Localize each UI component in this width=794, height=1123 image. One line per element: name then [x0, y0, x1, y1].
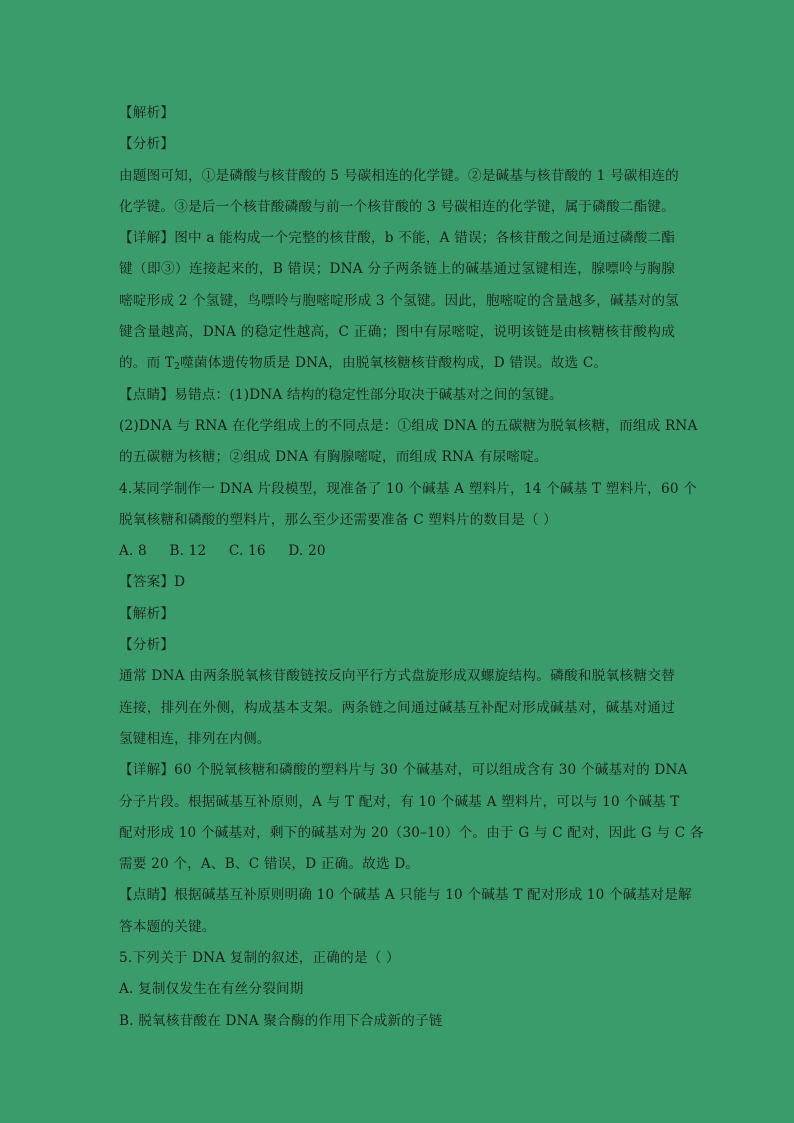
paragraph-line: 配对形成 10 个碱基对，剩下的碱基对为 20（30–10）个。由于 G 与 C 配对，因此 G 与 C 各: [119, 824, 704, 841]
paragraph-line: (2)DNA 与 RNA 在化学组成上的不同点是：①组成 DNA 的五碳糖为脱氧核糖，而组成 RNA: [119, 417, 698, 434]
choice-a: A. 8: [119, 543, 147, 560]
tip-line: 【点睛】根据碱基互补原则明确 10 个碱基 A 只能与 10 个碱基 T 配对形成 10 个碱基对是解: [119, 887, 692, 904]
text-segment: 的。而 T: [119, 355, 175, 372]
question-4-stem: 脱氧核糖和磷酸的塑料片，那么至少还需要准备 C 塑料片的数目是（ ）: [119, 511, 557, 528]
question-4-stem: 4.某同学制作一 DNA 片段模型，现准备了 10 个碱基 A 塑料片，14 个碱基 T 塑料片，60 个: [119, 480, 697, 497]
section-heading-analysis-2: 【解析】: [119, 605, 175, 622]
question-5-stem: 5.下列关于 DNA 复制的叙述，正确的是（ ）: [119, 950, 400, 967]
document-page: [119, 101, 704, 1040]
choice-c: C. 16: [228, 543, 266, 560]
question-5-choice-a: A. 复制仅发生在有丝分裂间期: [119, 981, 304, 998]
paragraph-line: 化学键。③是后一个核苷酸磷酸与前一个核苷酸的 3 号碳相连的化学键，属于磷酸二酯键。: [119, 198, 675, 215]
section-heading-breakdown-2: 【分析】: [119, 637, 175, 654]
question-4-choices: [119, 539, 675, 570]
paragraph-line: 键（即③）连接起来的，B 错误；DNA 分子两条链上的碱基通过氢键相连，腺嘌呤与胸腺: [119, 261, 675, 278]
paragraph-line: 分子片段。根据碱基互补原则，A 与 T 配对，有 10 个碱基 A 塑料片，可以与 10 个碱基 T: [119, 793, 680, 810]
choice-d: D. 20: [288, 543, 326, 560]
tip-line: 【点睛】易错点：(1)DNA 结构的稳定性部分取决于碱基对之间的氢键。: [119, 386, 563, 403]
paragraph-line: 嘧啶形成 2 个氢键，鸟嘌呤与胞嘧啶形成 3 个氢键。因此，胞嘧啶的含量越多，碱基对的氢: [119, 292, 679, 309]
paragraph-line: 氢键相连，排列在内侧。: [119, 730, 271, 747]
subscript: 2: [174, 362, 181, 373]
question-5-choice-b: B. 脱氧核苷酸在 DNA 聚合酶的作用下合成新的子链: [119, 1012, 443, 1029]
paragraph-line: 【详解】60 个脱氧核糖和磷酸的塑料片与 30 个碱基对，可以组成含有 30 个碱基对的 DNA: [119, 762, 688, 779]
tip-line: 答本题的关键。: [119, 918, 216, 935]
paragraph-line: 由题图可知，①是磷酸与核苷酸的 5 号碳相连的化学键。②是碱基与核苷酸的 1 号碳相连的: [119, 167, 679, 184]
text-segment: 噬菌体遗传物质是 DNA，由脱氧核糖核苷酸构成，D 错误。故选 C。: [180, 355, 608, 372]
section-heading-breakdown-1: 【分析】: [119, 136, 175, 153]
paragraph-line: 需要 20 个，A、B、C 错误，D 正确。故选 D。: [119, 856, 420, 873]
section-heading-analysis-1: 【解析】: [119, 105, 175, 121]
paragraph-line-with-subscript: [119, 351, 675, 382]
choice-b: B. 12: [169, 543, 207, 560]
paragraph-line: 的五碳糖为核糖；②组成 DNA 有胸腺嘧啶，而组成 RNA 有尿嘧啶。: [119, 449, 548, 466]
paragraph-line: 通常 DNA 由两条脱氧核苷酸链按反向平行方式盘旋形成双螺旋结构。磷酸和脱氧核糖交替: [119, 668, 675, 685]
paragraph-line: 连接，排列在外侧，构成基本支架。两条链之间通过碱基互补配对形成碱基对，碱基对通过: [119, 699, 675, 716]
paragraph-line: 键含量越高，DNA 的稳定性越高，C 正确；图中有尿嘧啶，说明该链是由核糖核苷酸构成: [119, 324, 675, 341]
answer-line: 【答案】D: [119, 574, 186, 591]
paragraph-line: 【详解】图中 a 能构成一个完整的核苷酸，b 不能，A 错误；各核苷酸之间是通过磷酸二酯: [119, 230, 675, 247]
